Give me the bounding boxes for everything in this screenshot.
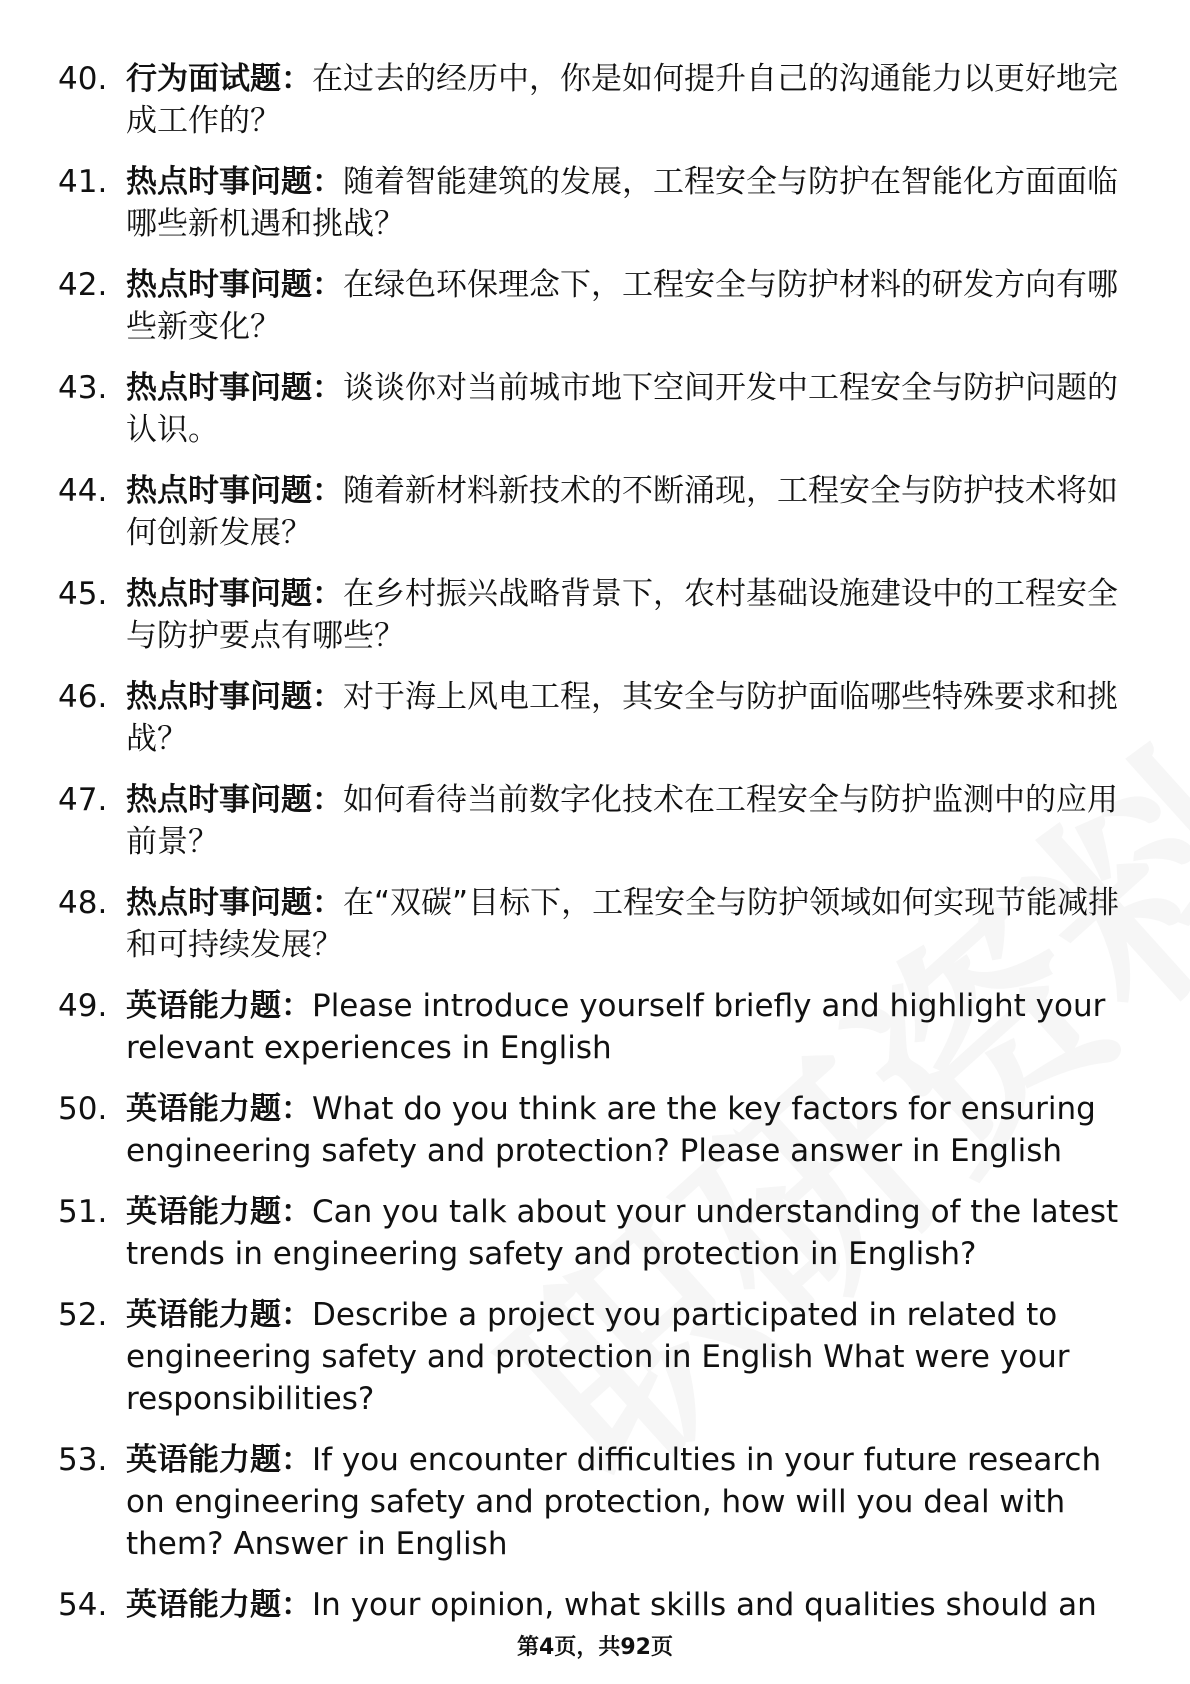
question-text: [126, 1088, 1126, 1172]
question-text: [126, 573, 1126, 657]
question-item: [0, 1088, 1190, 1172]
question-number: 54.: [58, 1587, 108, 1623]
question-item: [0, 676, 1190, 760]
question-text: [126, 985, 1126, 1069]
question-number: 50.: [58, 1091, 108, 1127]
question-text: [126, 367, 1126, 451]
question-category: 热点时事问题：: [126, 679, 343, 715]
question-category: 英语能力题：: [126, 1194, 312, 1230]
question-body: 在绿色环保理念下，工程安全与防护材料的研发方向有哪些新变化？: [126, 267, 1118, 345]
question-body: 在乡村振兴战略背景下，农村基础设施建设中的工程安全与防护要点有哪些？: [126, 576, 1118, 654]
question-number: 46.: [58, 679, 108, 715]
question-category: 英语能力题：: [126, 988, 312, 1024]
question-category: 行为面试题：: [126, 61, 312, 97]
question-text: [126, 779, 1126, 863]
question-text: [126, 264, 1126, 348]
question-text: [126, 1439, 1126, 1565]
question-item: [0, 1294, 1190, 1420]
question-item: [0, 1439, 1190, 1565]
question-category: 英语能力题：: [126, 1442, 312, 1478]
question-item: [0, 985, 1190, 1069]
question-body: 在“双碳”目标下，工程安全与防护领域如何实现节能减排和可持续发展？: [126, 885, 1120, 963]
question-category: 热点时事问题：: [126, 370, 343, 406]
question-number: 40.: [58, 61, 108, 97]
question-item: [0, 161, 1190, 245]
question-number: 52.: [58, 1297, 108, 1333]
question-body: 随着智能建筑的发展，工程安全与防护在智能化方面面临哪些新机遇和挑战？: [126, 164, 1118, 242]
question-category: 英语能力题：: [126, 1091, 312, 1127]
question-item: [0, 779, 1190, 863]
question-body: 随着新材料新技术的不断涌现，工程安全与防护技术将如何创新发展？: [126, 473, 1118, 551]
question-number: 47.: [58, 782, 108, 818]
question-category: 热点时事问题：: [126, 473, 343, 509]
question-body: What do you think are the key factors for ensuring engineering safety and protection? Please answer in English: [126, 1091, 1096, 1169]
question-number: 44.: [58, 473, 108, 509]
question-number: 53.: [58, 1442, 108, 1478]
question-number: 42.: [58, 267, 108, 303]
question-number: 51.: [58, 1194, 108, 1230]
question-item: [0, 58, 1190, 142]
question-body: Can you talk about your understanding of the latest trends in engineering safety and protection in English?: [126, 1194, 1119, 1272]
question-text: [126, 161, 1126, 245]
question-number: 41.: [58, 164, 108, 200]
question-body: 如何看待当前数字化技术在工程安全与防护监测中的应用前景？: [126, 782, 1118, 860]
question-number: 45.: [58, 576, 108, 612]
question-body: 在过去的经历中，你是如何提升自己的沟通能力以更好地完成工作的？: [126, 61, 1118, 139]
question-number: 43.: [58, 370, 108, 406]
question-category: 英语能力题：: [126, 1587, 312, 1623]
question-item: [0, 470, 1190, 554]
question-text: [126, 1584, 1126, 1626]
question-category: 热点时事问题：: [126, 885, 343, 921]
question-item: [0, 367, 1190, 451]
question-body: In your opinion, what skills and qualities should an: [312, 1587, 1097, 1623]
question-category: 热点时事问题：: [126, 164, 343, 200]
question-text: [126, 1191, 1126, 1275]
page-number: 第4页，共92页: [517, 1635, 673, 1660]
question-category: 热点时事问题：: [126, 782, 343, 818]
question-category: 英语能力题：: [126, 1297, 312, 1333]
question-text: [126, 676, 1126, 760]
question-item: [0, 264, 1190, 348]
question-body: 对于海上风电工程，其安全与防护面临哪些特殊要求和挑战？: [126, 679, 1118, 757]
question-body: If you encounter difficulties in your future research on engineering safety and protection, how will you deal with them? Answer in English: [126, 1442, 1102, 1562]
question-item: [0, 573, 1190, 657]
question-item: [0, 882, 1190, 966]
question-text: [126, 882, 1126, 966]
question-body: 谈谈你对当前城市地下空间开发中工程安全与防护问题的认识。: [126, 370, 1118, 448]
question-text: [126, 58, 1126, 142]
question-body: Please introduce yourself briefly and highlight your relevant experiences in English: [126, 988, 1106, 1066]
question-body: Describe a project you participated in related to engineering safety and protection in English What were your responsibilities?: [126, 1297, 1070, 1417]
question-text: [126, 1294, 1126, 1420]
question-category: 热点时事问题：: [126, 576, 343, 612]
question-number: 49.: [58, 988, 108, 1024]
question-number: 48.: [58, 885, 108, 921]
question-category: 热点时事问题：: [126, 267, 343, 303]
question-text: [126, 470, 1126, 554]
question-item: [0, 1191, 1190, 1275]
question-item: [0, 1584, 1190, 1626]
question-list: [0, 58, 1190, 1645]
